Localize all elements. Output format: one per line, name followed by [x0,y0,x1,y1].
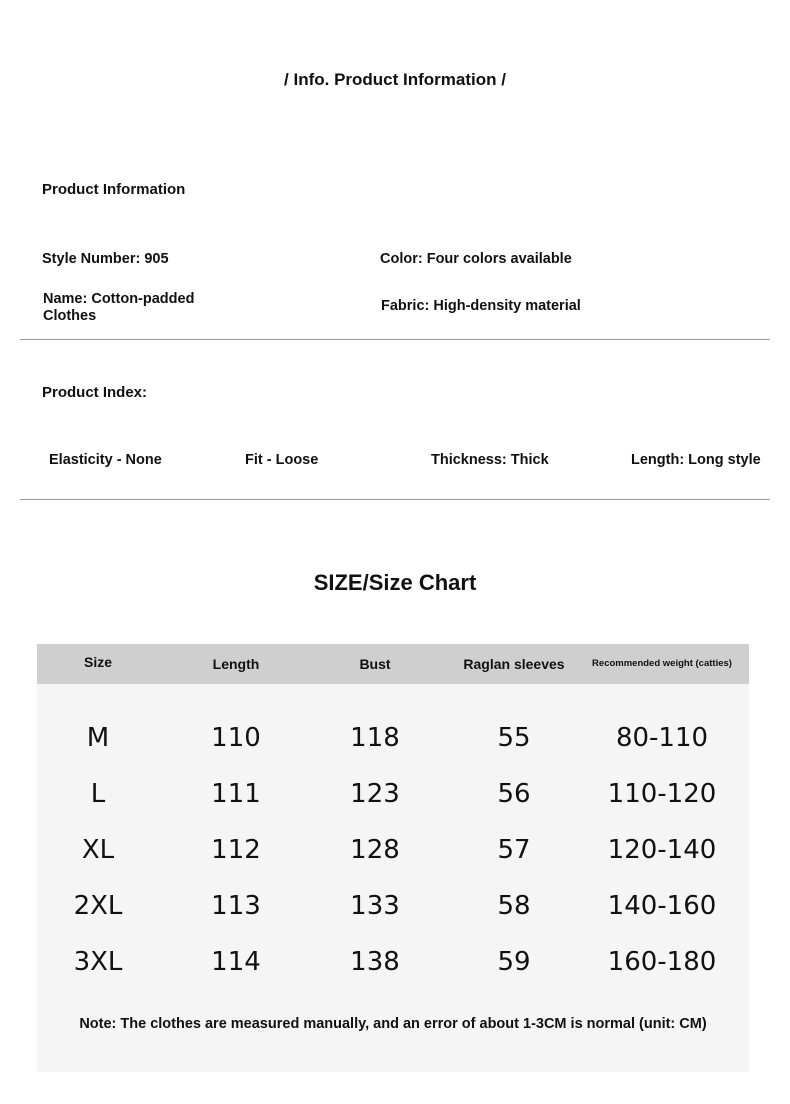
cell-size: XL [81,835,115,865]
header-recommended-weight: Recommended weight (catties) [592,658,732,669]
cell-raglan-sleeves: 56 [497,779,531,809]
cell-raglan-sleeves: 58 [497,891,531,921]
table-row [37,886,749,926]
style-number: Style Number: 905 [42,251,169,267]
cell-weight: 160-180 [607,947,717,977]
index-thickness: Thickness: Thick [431,452,549,468]
cell-weight: 80-110 [615,723,709,753]
product-information-heading: Product Information [42,181,186,198]
cell-length: 112 [211,835,261,865]
table-row [37,830,749,870]
product-name [43,291,194,325]
product-name-line-1: Name: Cotton-padded [43,291,195,307]
cell-size: M [86,723,110,753]
cell-raglan-sleeves: 59 [497,947,531,977]
fabric-info: Fabric: High-density material [381,298,581,314]
cell-size: 2XL [73,891,123,921]
cell-length: 113 [211,891,261,921]
header-bust: Bust [359,656,391,672]
product-index-heading: Product Index: [42,384,148,401]
table-row [37,774,749,814]
header-length: Length [212,656,260,672]
cell-size: L [90,779,106,809]
page-title: / Info. Product Information / [284,70,506,89]
index-fit: Fit - Loose [245,452,319,468]
cell-length: 111 [211,779,261,809]
header-size: Size [83,654,112,670]
size-chart-header-row [37,644,749,684]
color-info: Color: Four colors available [380,251,572,267]
cell-bust: 133 [350,891,400,921]
cell-bust: 118 [350,723,400,753]
cell-bust: 138 [350,947,400,977]
index-elasticity: Elasticity - None [49,452,162,468]
size-chart-title: SIZE/Size Chart [313,570,477,595]
cell-raglan-sleeves: 57 [497,835,531,865]
table-row [37,718,749,758]
product-name-line-2: Clothes [43,308,97,324]
cell-bust: 128 [350,835,400,865]
cell-length: 114 [211,947,261,977]
cell-size: 3XL [73,947,123,977]
divider-1 [20,339,770,340]
header-raglan-sleeves: Raglan sleeves [463,656,565,672]
cell-raglan-sleeves: 55 [497,723,531,753]
cell-weight: 140-160 [607,891,717,921]
cell-weight: 110-120 [607,779,717,809]
table-row [37,942,749,982]
cell-bust: 123 [350,779,400,809]
index-length: Length: Long style [631,452,761,468]
divider-2 [20,499,770,500]
cell-length: 110 [211,723,261,753]
size-chart-table [37,644,749,1072]
cell-weight: 120-140 [607,835,717,865]
measurement-note: Note: The clothes are measured manually, and an error of about 1-3CM is normal (unit: CM) [79,1016,707,1032]
